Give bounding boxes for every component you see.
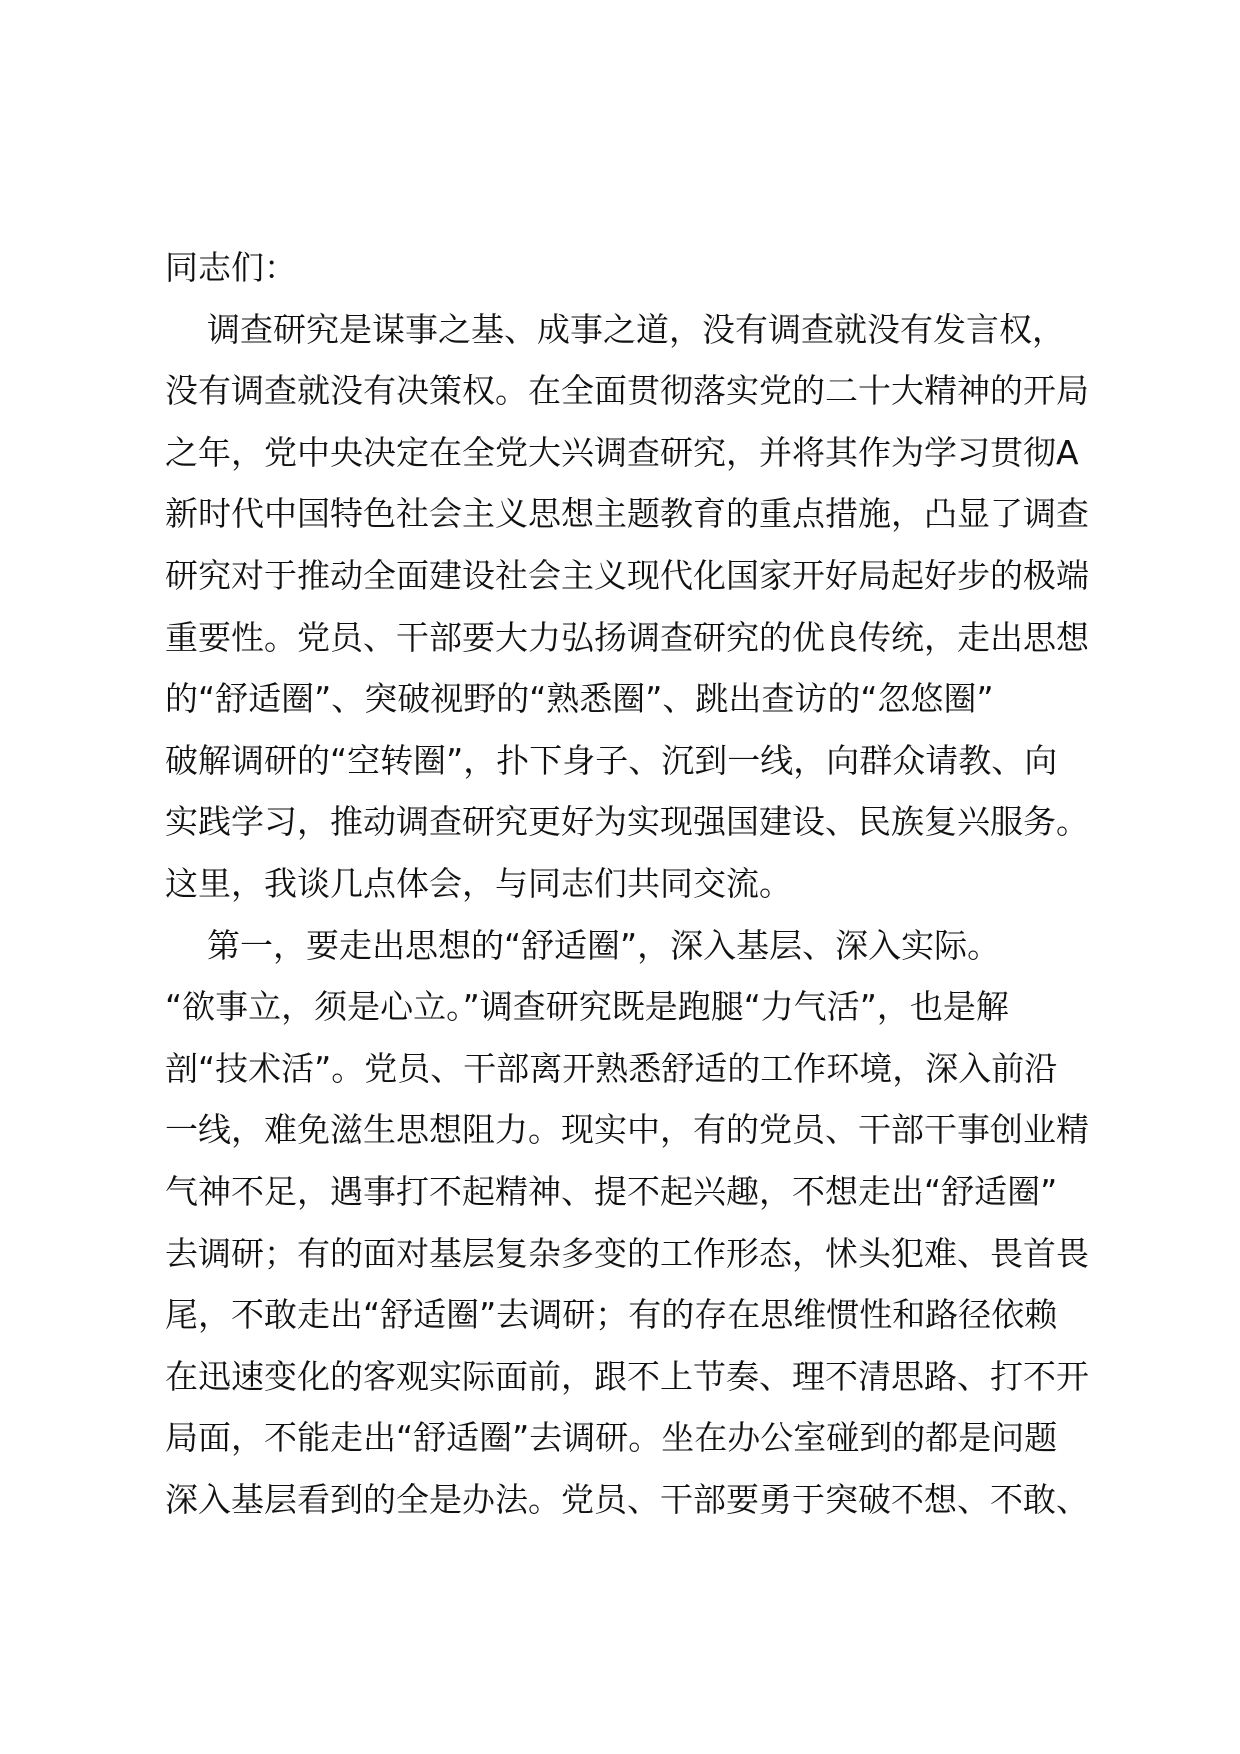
body-line: 气神不足，遇事打不起精神、提不起兴趣，不想走出“舒适圈” bbox=[165, 1171, 1058, 1211]
body-line: 新时代中国特色社会主义思想主题教育的重点措施，凸显了调查 bbox=[165, 494, 1089, 534]
body-line: “欲事立，须是心立。”调查研究既是跑腿“力气活”，也是解 bbox=[165, 987, 1009, 1027]
body-line: 剖“技术活”。党员、干部离开熟悉舒适的工作环境，深入前沿 bbox=[165, 1048, 1058, 1088]
body-line: 在迅速变化的客观实际面前，跟不上节奏、理不清思路、打不开 bbox=[165, 1356, 1089, 1396]
body-line: 这里，我谈几点体会，与同志们共同交流。 bbox=[165, 863, 792, 903]
body-line: 破解调研的“空转圈”，扑下身子、沉到一线，向群众请教、向 bbox=[165, 740, 1058, 780]
body-line: 调查研究是谋事之基、成事之道，没有调查就没有发言权， bbox=[165, 309, 1065, 349]
body-line: 的“舒适圈”、突破视野的“熟悉圈”、跳出查访的“忽悠圈” bbox=[165, 679, 994, 719]
body-line: 没有调查就没有决策权。在全面贯彻落实党的二十大精神的开局 bbox=[165, 371, 1089, 411]
body-line: 研究对于推动全面建设社会主义现代化国家开好局起好步的极端 bbox=[165, 555, 1089, 595]
body-line: 重要性。党员、干部要大力弘扬调查研究的优良传统，走出思想 bbox=[165, 617, 1089, 657]
body-line: 去调研；有的面对基层复杂多变的工作形态，怵头犯难、畏首畏 bbox=[165, 1233, 1089, 1273]
salutation-line: 同志们： bbox=[165, 248, 297, 287]
section-heading-line: 第一，要走出思想的“舒适圈”，深入基层、深入实际。 bbox=[165, 925, 1001, 965]
body-line: 局面，不能走出“舒适圈”去调研。坐在办公室碰到的都是问题 bbox=[165, 1418, 1058, 1458]
body-line: 一线，难免滋生思想阻力。现实中，有的党员、干部干事创业精 bbox=[165, 1110, 1089, 1150]
document-body bbox=[165, 237, 1105, 1530]
body-line: 实践学习，推动调查研究更好为实现强国建设、民族复兴服务。 bbox=[165, 802, 1089, 842]
body-line: 深入基层看到的全是办法。党员、干部要勇于突破不想、不敢、 bbox=[165, 1479, 1089, 1519]
body-line: 之年，党中央决定在全党大兴调查研究，并将其作为学习贯彻A bbox=[165, 432, 1079, 472]
body-line: 尾，不敢走出“舒适圈”去调研；有的存在思维惯性和路径依赖 bbox=[165, 1295, 1058, 1335]
